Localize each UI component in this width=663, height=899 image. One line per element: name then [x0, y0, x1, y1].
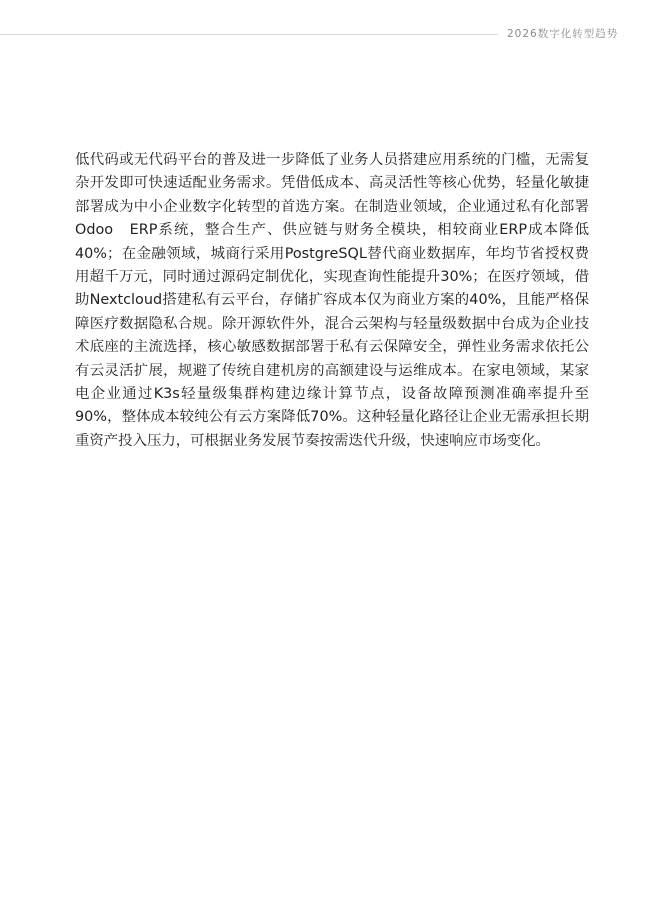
header-divider — [0, 34, 498, 35]
body-paragraph: 低代码或无代码平台的普及进一步降低了业务人员搭建应用系统的门槛，无需复杂开发即可快速适配业务需求。凭借低成本、高灵活性等核心优势，轻量化敏捷部署成为中小企业数字化转型的首选方案。在制造业领域，企业通过私有化部署Odoo ERP系统，整合生产、供应链与财务全模块，相较商业ERP成本降低40%；在金融领域，城商行采用PostgreSQL替代商业数据库，年均节省授权费用超千万元，同时通过源码定制优化，实现查询性能提升30%；在医疗领域，借助Nextcloud搭建私有云平台，存储扩容成本仅为商业方案的40%，且能严格保障医疗数据隐私合规。除开源软件外，混合云架构与轻量级数据中台成为企业技术底座的主流选择，核心敏感数据部署于私有云保障安全，弹性业务需求依托公有云灵活扩展，规避了传统自建机房的高额建设与运维成本。在家电领域，某家电企业通过K3s轻量级集群构建边缘计算节点，设备故障预测准确率提升至90%，整体成本较纯公有云方案降低70%。这种轻量化路径让企业无需承担长期重资产投入压力，可根据业务发展节奏按需迭代升级，快速响应市场变化。 — [75, 152, 589, 449]
running-header-title: 2026数字化转型趋势 — [507, 28, 619, 40]
